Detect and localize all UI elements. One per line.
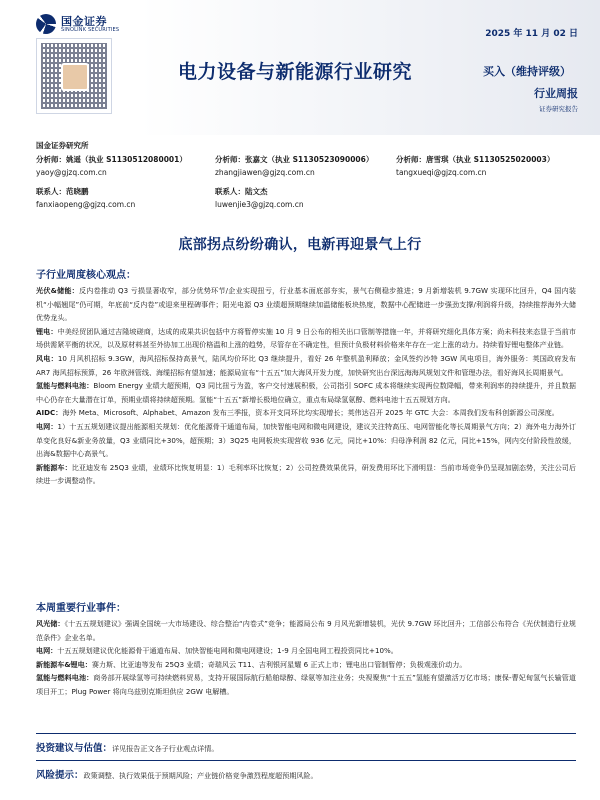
- core-lithium: 锂电：中美经贸团队通过吉隆坡磋商，达成的成果共识包括中方将暂停实施 10 月 9 日公布的相关出口管制等措施一年，并将研究细化具体方案；尚未科技来态显于当前市场供需紧平衡的状况，以及原材料甚至外协加工出现价格温和上涨的趋势，尽管存在不确定性，但预计负极材料价格来年存在一定上涨的动力。持续看好锂电整体产业链。: [36, 326, 577, 350]
- logo-cn-text: 国金证券: [61, 14, 107, 28]
- rating-label: 买入（维持评级）: [483, 65, 571, 78]
- report-title: 电力设备与新能源行业研究: [178, 61, 413, 83]
- analyst-2-email[interactable]: zhangjiawen@gjzq.com.cn: [215, 168, 315, 177]
- advice-line: [36, 740, 218, 754]
- events-body: [36, 617, 576, 699]
- qr-code-icon: [36, 38, 112, 114]
- qr-avatar-icon: [61, 63, 89, 91]
- core-wind: 风电：10 月风机招标 9.3GW，海风招标保持高景气，陆风均价环比 Q3 继续提升，看好 26 年整机盈利释放；金风签约沙特 3GW 风电项目，海外服务：英国政府发布 AR7 海风招标预算，26 年欧洲管线、海缆招标有望加速；能源局宣布“十五五”加大海风开发力度，加快研究出台深远海海风规划文件和管理办法，看好海风长周期景气。: [36, 353, 576, 377]
- core-views-title: 子行业周度核心观点：: [36, 270, 136, 281]
- report-headline: 底部拐点纷纷确认，电新再迎景气上行: [178, 237, 422, 253]
- analyst-3: 分析师：唐雪琪（执业 S1130525020003） tangxueqi@gjzq.com.cn: [396, 155, 555, 177]
- contact-2: 联系人：陆文杰 luwenjie3@gjzq.com.cn: [215, 187, 304, 209]
- core-grid: 电网：1）十五五规划建议提出能源相关规划：优化能源骨干通道布局，加快智能电网和微电网建设，建议关注特高压、电网智能化等长周期景气方向；2）海外电力海外订单变化良好&新业务放量，Q3 业绩同比+30%，超预期；3）3Q25 电网板块实现营收 936 亿元，同比+10%：归母净利润 82 亿元，同比+15%，网内交付阶段性放缓，出海&数据中心高景气。: [36, 421, 576, 459]
- report-header: [0, 0, 600, 135]
- core-aidc: AIDC：海外 Meta、Microsoft、Alphabet、Amazon 发布三季报，资本开支同环比均实现增长；英伟达召开 2025 年 GTC 大会：本周我们发布科创新源公司深度。: [36, 408, 559, 418]
- contact-1-email[interactable]: fanxiaopeng@gjzq.com.cn: [36, 200, 136, 209]
- logo-mark-icon: [36, 14, 56, 34]
- analyst-1: 分析师：姚遥（执业 S1130512080001） yaoy@gjzq.com.cn: [36, 154, 215, 177]
- risk-text: 政策调整、执行效果低于预期风险；产业链价格竞争激烈程度超预期风险。: [83, 771, 318, 780]
- contact-1: 联系人：范晓鹏 fanxiaopeng@gjzq.com.cn: [36, 186, 215, 209]
- core-nev: 新能源车：比亚迪发布 25Q3 业绩，业绩环比恢复明显：1）毛利率环比恢复；2）公司控费效果优异，研发费用环比下滑明显：当前市场竞争仍呈现加剧态势，关注公司后续进一步调整动作。: [36, 462, 577, 486]
- event-hydrogen: 氢能与燃料电池：商务部开展绿氢等可持续燃料贸易，支持开展国际航行船舶绿醇、绿氨等加注业务；央视聚焦“十五五”氢能有望激活万亿市场；康保-曹妃甸氢气长输管道项目开工；Plug Power 将向乌兹别克斯坦供应 2GW 电解槽。: [36, 673, 577, 696]
- core-hydrogen: 氢能与燃料电池：Bloom Energy 业绩大超预期，Q3 同比扭亏为盈，客户交付速展积极，公司指引 SOFC 成本将继续实现两位数降幅，带来利润率的持续提升，并且数据中心仍存在大量潜在订单，预期业绩将持续超预期。氢能“十五五”新增长极地位确立，重点布局绿氢氨醇、燃料电池十五五规划方向。: [36, 381, 577, 404]
- divider-advice: [36, 733, 576, 734]
- institute-name: 国金证券研究所: [36, 141, 89, 150]
- logo-en-text: SINOLINK SECURITIES: [61, 26, 120, 33]
- event-grid: 电网：十五五规划建议优化能源骨干通道布局、加快智能电网和微电网建设；1-9 月全国电网工程投资同比+10%。: [36, 646, 398, 656]
- analyst-2: 分析师：张嘉文（执业 S1130523090006） zhangjiawen@gjzq.com.cn: [215, 154, 396, 177]
- analyst-3-email[interactable]: tangxueqi@gjzq.com.cn: [396, 168, 487, 177]
- divider-risk: [36, 760, 576, 761]
- analyst-1-email[interactable]: yaoy@gjzq.com.cn: [36, 168, 107, 177]
- contact-2-email[interactable]: luwenjie3@gjzq.com.cn: [215, 200, 304, 209]
- core-views-body: [36, 284, 576, 488]
- events-title: 本周重要行业事件：: [36, 603, 126, 614]
- report-date: 2025 年 11 月 02 日: [485, 29, 578, 39]
- event-solar: 风光储：《十五五规划建议》强调全国统一大市场建设、综合整治“内卷式”竞争；能源局公布 9 月风光新增装机，光伏 9.7GW 环比回升；工信部公布符合《光伏制造行业规范条件》企业名单。: [36, 619, 576, 642]
- risk-line: [36, 767, 318, 781]
- analyst-block: [36, 140, 576, 209]
- company-logo: [36, 14, 119, 34]
- report-type: 行业周报: [534, 87, 578, 100]
- core-solar: 光伏&储能：反内卷推动 Q3 亏损显著收窄，部分优势环节/企业实现扭亏，行业基本面底部夯实，景气右侧稳步推进；9 月新增装机 9.7GW 实现环比回升，Q4 国内装机“小幅翘尾”仍可期，年底前“反内卷”或迎来里程碑事件；阳光电源 Q3 业绩超预期继续加温储能板块热度，数据中心配储进一步强劲支撑/利润将升级，持续推荐海外大储优势龙头。: [36, 286, 577, 323]
- report-subtype: 证券研究报告: [539, 105, 578, 113]
- risk-title: 风险提示：: [36, 770, 84, 781]
- advice-title: 投资建议与估值：: [36, 743, 113, 754]
- event-nev: 新能源车&锂电：赛力斯、比亚迪等发布 25Q3 业绩；奇瑞风云 T11、吉利银河星耀 6 正式上市；锂电出口管制暂停；负极观涨价动力。: [36, 659, 467, 669]
- advice-text: 详见报告正文各子行业观点详情。: [112, 744, 219, 753]
